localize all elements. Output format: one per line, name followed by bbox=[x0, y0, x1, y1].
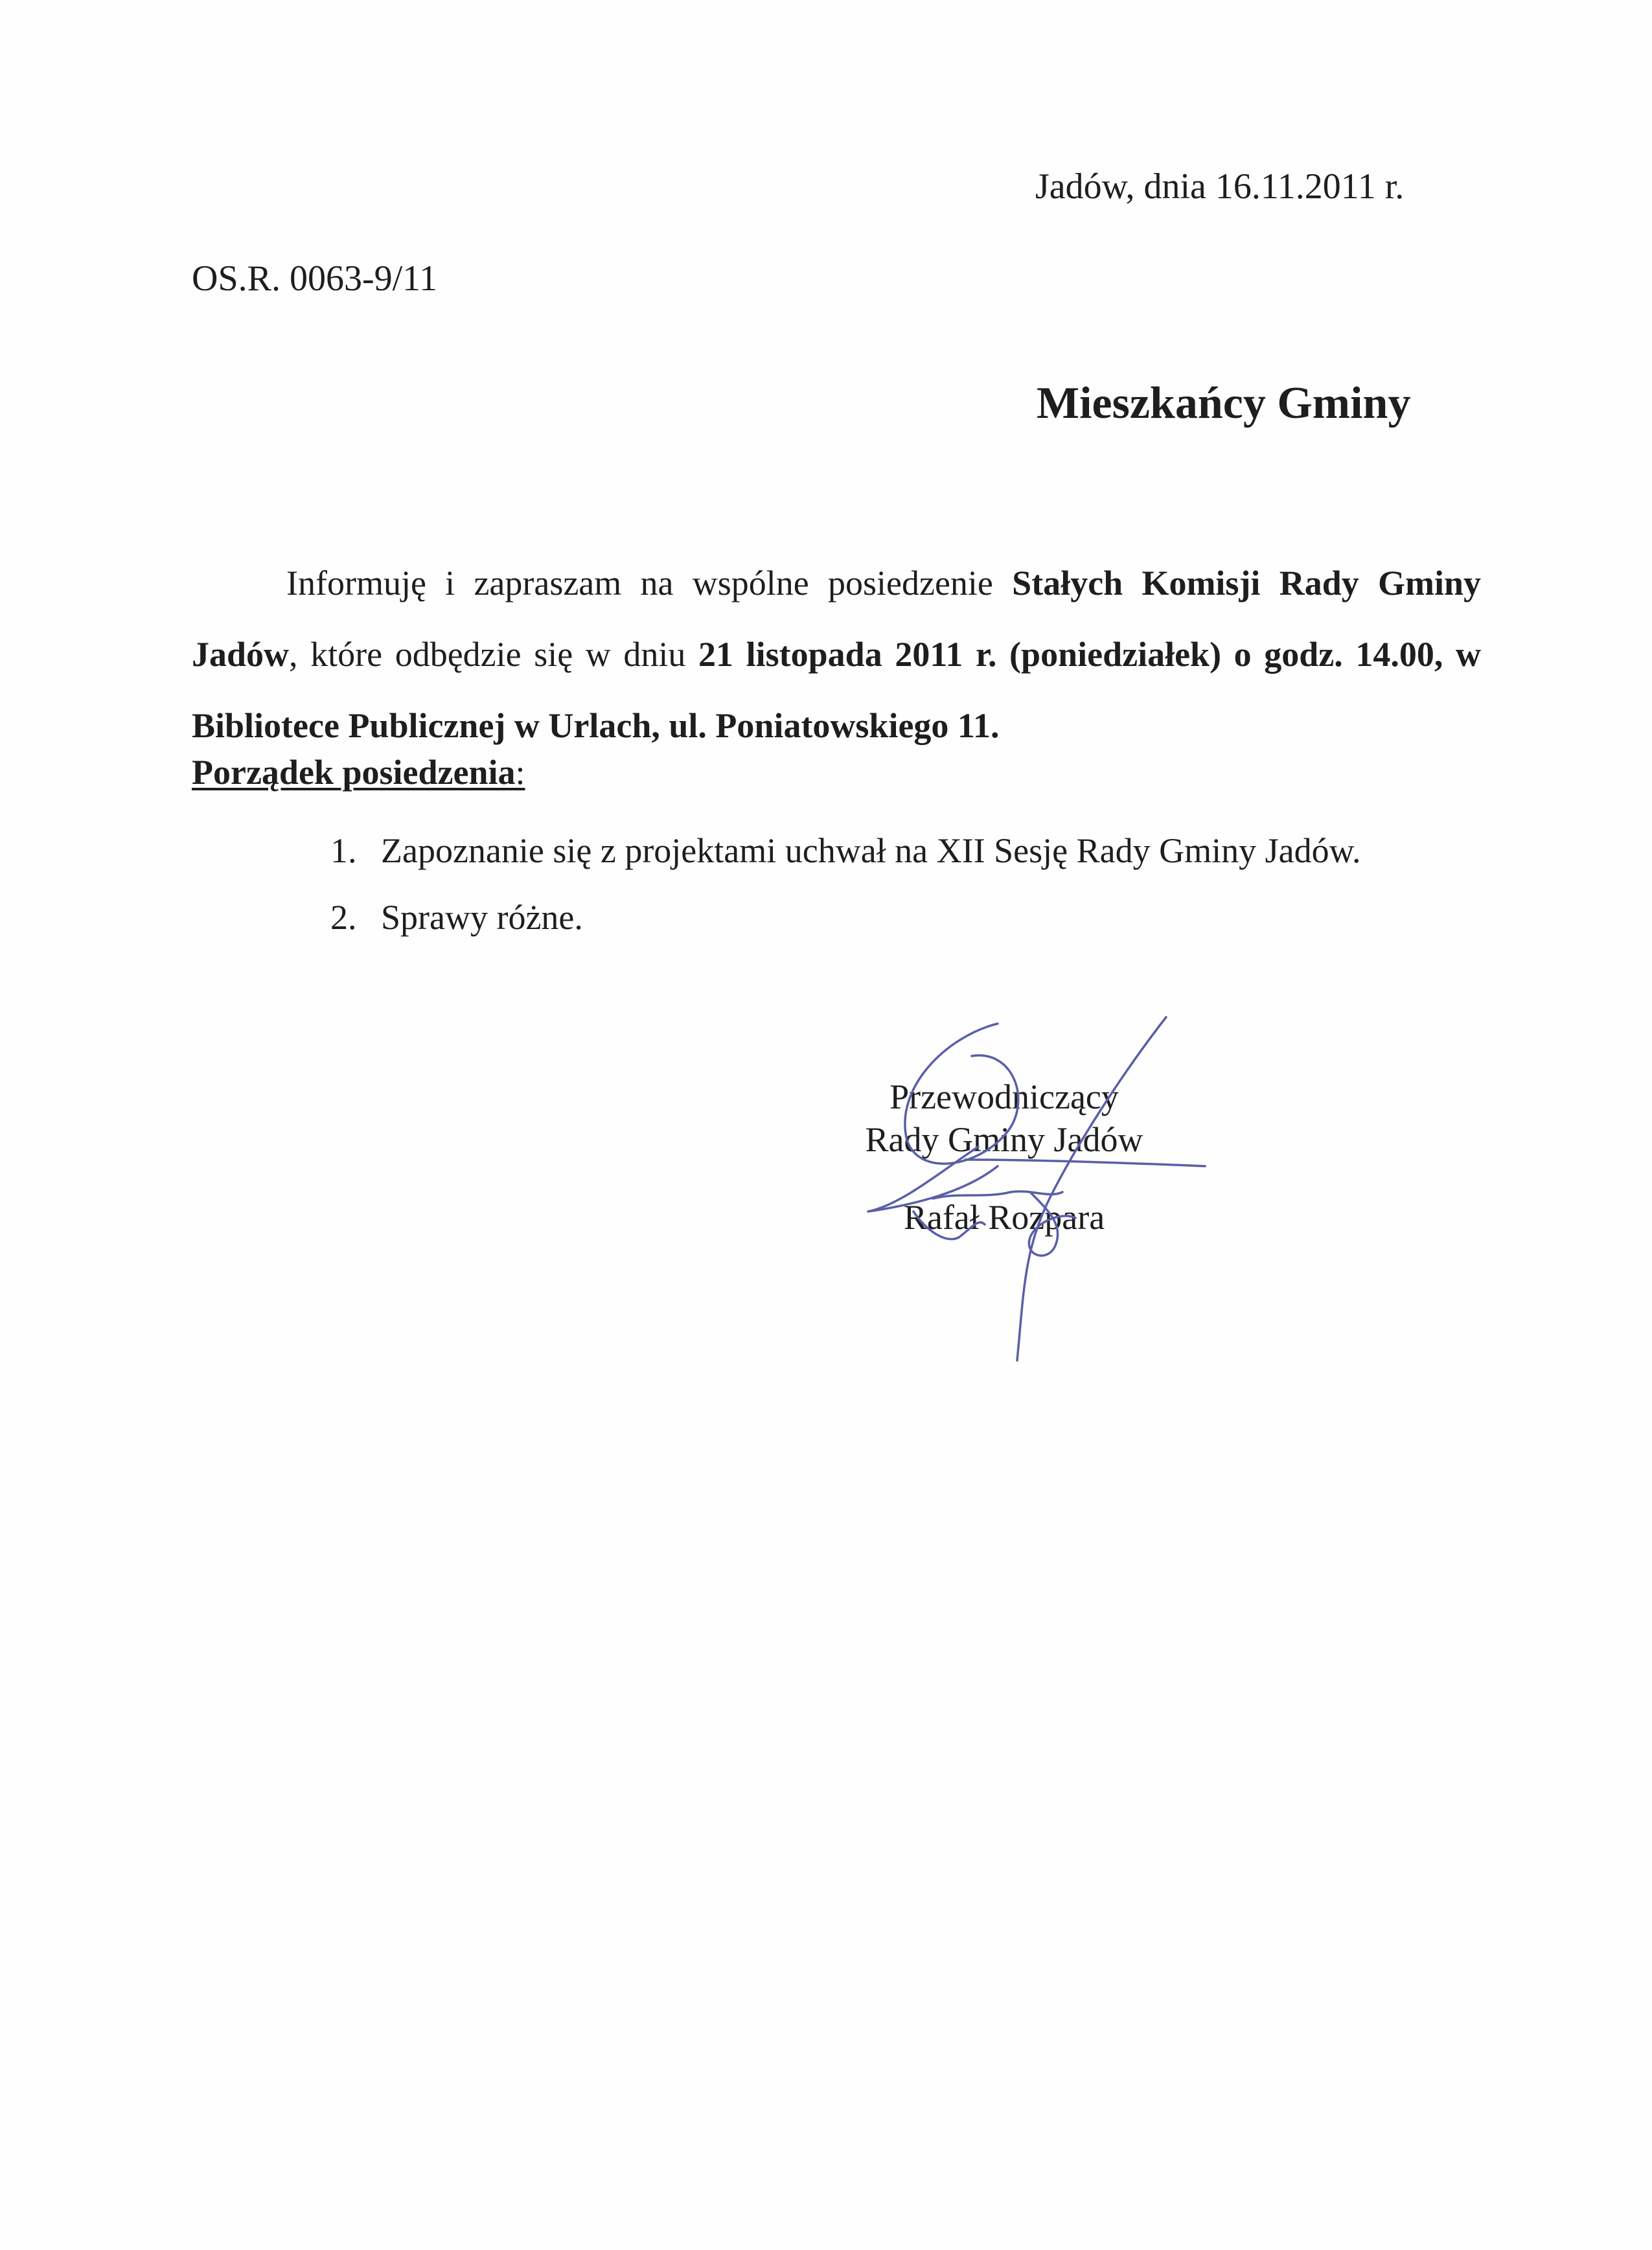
signature-block bbox=[836, 1075, 1173, 1239]
meeting-datetime: 21 listopada 2011 r. (poniedziałek) o godz. 14.00, bbox=[698, 635, 1443, 674]
signatory-name: Rafał Rozpara bbox=[903, 1198, 1105, 1237]
agenda-item bbox=[330, 818, 1361, 884]
agenda-item bbox=[330, 884, 1361, 951]
agenda-item-number: 2. bbox=[330, 898, 357, 937]
agenda-item-text: Zapoznanie się z projektami uchwał na XII Sesję Rady Gminy Jadów. bbox=[381, 831, 1361, 870]
agenda-list bbox=[330, 818, 1361, 951]
meeting-location: w Bibliotece Publicznej w Urlach, ul. Poniatowskiego 11. bbox=[192, 635, 1481, 745]
reference-number: OS.R. 0063-9/11 bbox=[192, 258, 438, 299]
place-date: Jadów, dnia 16.11.2011 r. bbox=[1035, 166, 1405, 207]
agenda-heading-label: Porządek posiedzenia bbox=[192, 753, 516, 792]
agenda-heading-colon: : bbox=[515, 753, 525, 792]
mid-text: , które odbędzie się w dniu bbox=[289, 635, 699, 674]
agenda-heading bbox=[192, 752, 525, 794]
committees-name: Stałych Komisji Rady Gminy Jadów bbox=[192, 564, 1482, 674]
signatory-title-line1: Przewodniczący bbox=[889, 1077, 1119, 1116]
signatory-title-line2: Rady Gminy Jadów bbox=[865, 1120, 1143, 1159]
addressee-heading: Mieszkańcy Gminy bbox=[1037, 378, 1411, 428]
agenda-item-number: 1. bbox=[330, 831, 357, 870]
intro-text: Informuję i zapraszam na wspólne posiedzenie bbox=[286, 564, 1013, 603]
invitation-paragraph bbox=[192, 547, 1481, 761]
agenda-item-text: Sprawy różne. bbox=[381, 898, 583, 937]
